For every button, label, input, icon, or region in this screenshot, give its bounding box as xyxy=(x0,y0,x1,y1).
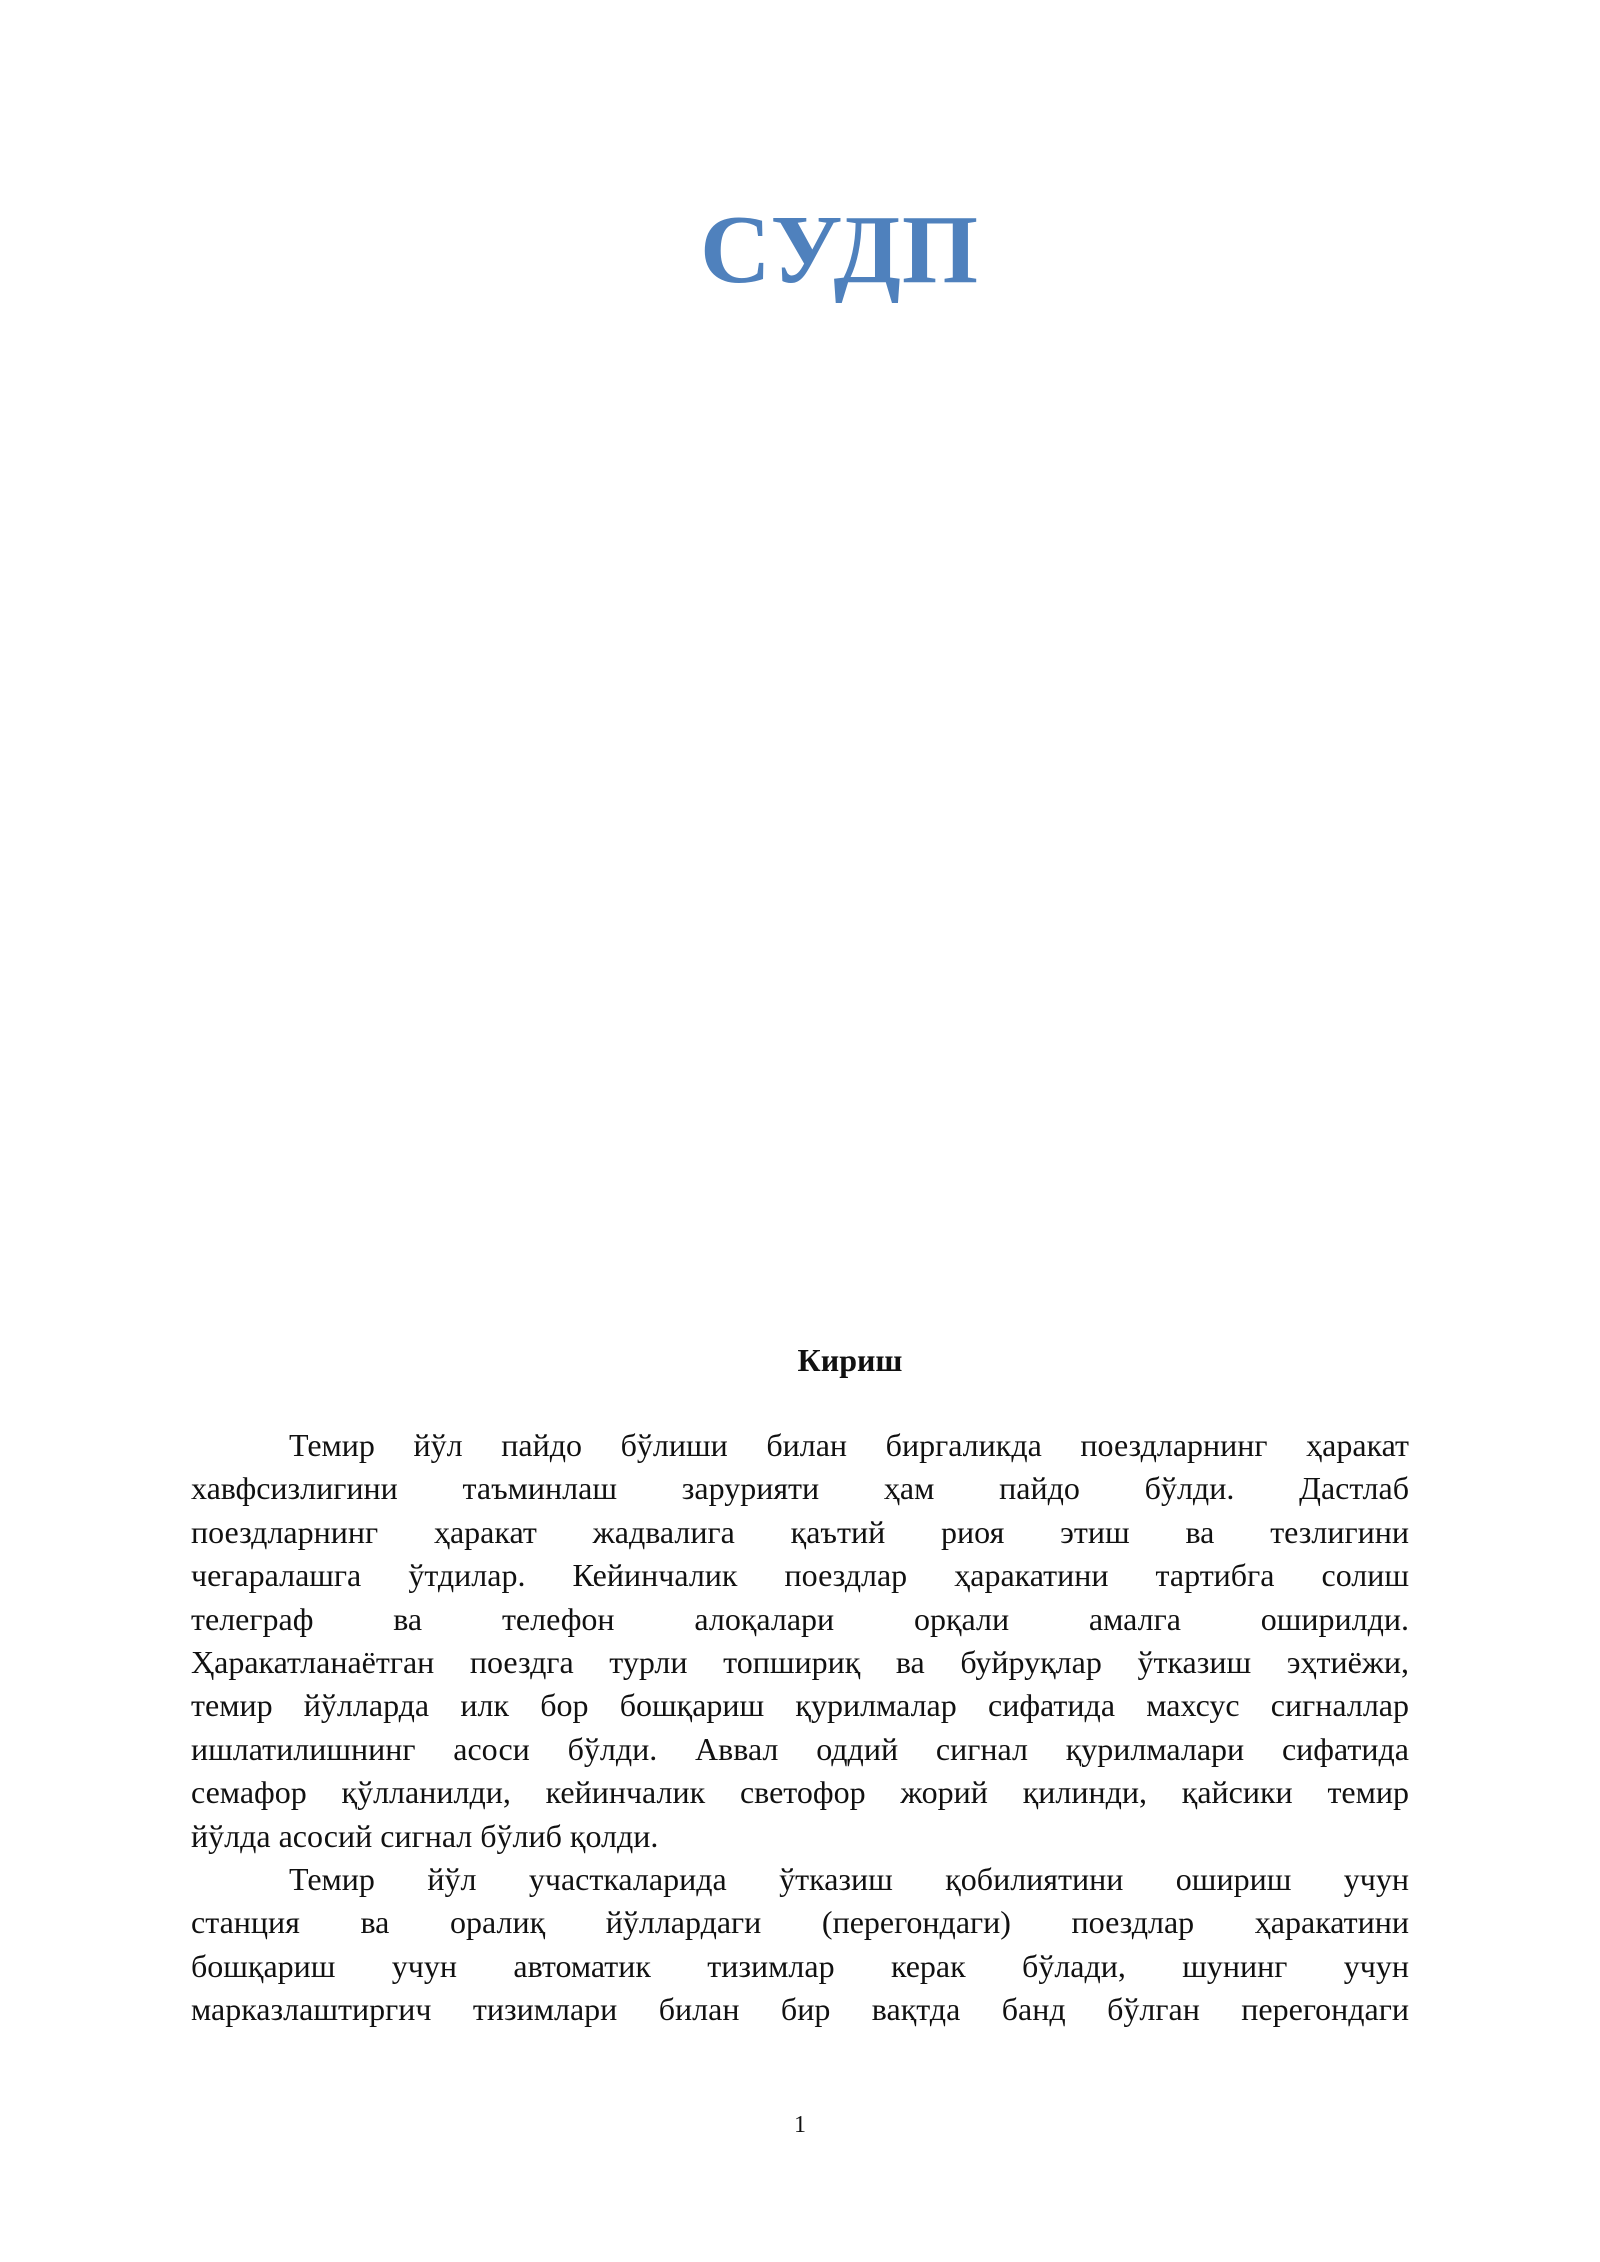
document-title: СУДП xyxy=(700,196,980,304)
paragraph-line: семафор қўлланилди, кейинчалик светофор жорий қилинди, қайсики темир xyxy=(191,1774,1409,1811)
paragraph-line: хавфсизлигини таъминлаш зарурияти ҳам пайдо бўлди. Дастлаб xyxy=(191,1470,1409,1507)
paragraph-line: йўлда асосий сигнал бўлиб қолди. xyxy=(191,1817,659,1854)
section-heading: Кириш xyxy=(797,1342,903,1378)
paragraph-line: станция ва оралиқ йўллардаги (перегондаги) поездлар ҳаракатини xyxy=(191,1904,1409,1941)
paragraph-line: Темир йўл пайдо бўлиши билан биргаликда поездларнинг ҳаракат xyxy=(289,1427,1409,1463)
paragraph-line: темир йўлларда илк бор бошқариш қурилмалар сифатида махсус сигналлар xyxy=(191,1687,1409,1724)
paragraph-line: ишлатилишнинг асоси бўлди. Аввал оддий сигнал қурилмалари сифатида xyxy=(191,1730,1409,1767)
paragraph-line: Темир йўл участкаларида ўтказиш қобилиятини ошириш учун xyxy=(289,1860,1409,1897)
page-number: 1 xyxy=(794,2112,806,2138)
paragraph-line: поездларнинг ҳаракат жадвалига қаътий риоя этиш ва тезлигини xyxy=(191,1513,1409,1550)
paragraph-line: марказлаштиргич тизимлари билан бир вақтда банд бўлган перегондаги xyxy=(191,1991,1409,2028)
paragraph-line: бошқариш учун автоматик тизимлар керак бўлади, шунинг учун xyxy=(191,1947,1409,1984)
paragraph-line: телеграф ва телефон алоқалари орқали амалга оширилди. xyxy=(191,1600,1409,1637)
paragraph-line: чегаралашга ўтдилар. Кейинчалик поездлар ҳаракатини тартибга солиш xyxy=(191,1557,1409,1594)
paragraph-line: Ҳаракатланаётган поездга турли топшириқ ва буйруқлар ўтказиш эҳтиёжи, xyxy=(191,1643,1409,1680)
body-text xyxy=(191,1424,1409,2031)
